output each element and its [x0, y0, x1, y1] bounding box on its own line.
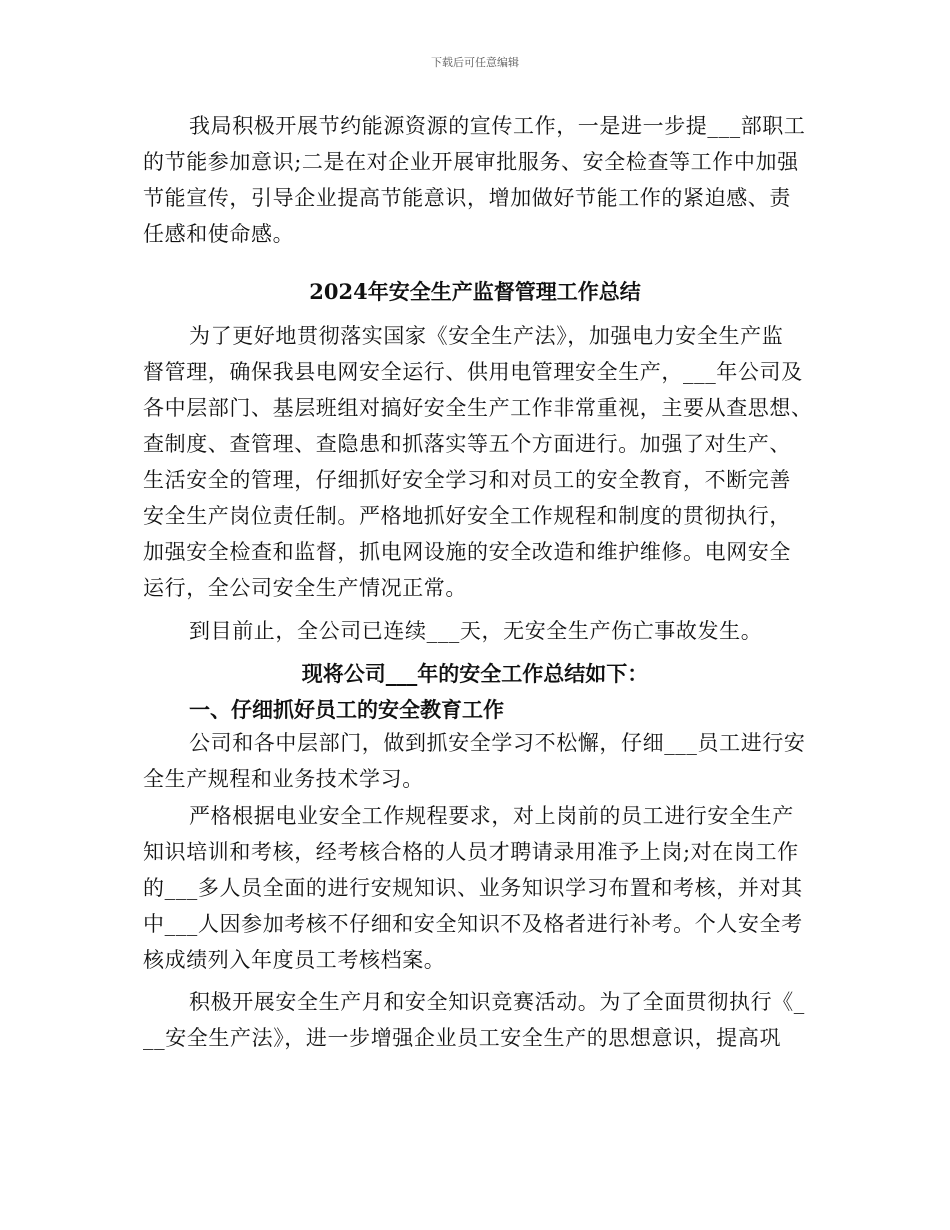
page-header: 下载后可任意编辑 [431, 56, 519, 69]
section-heading-1: 一、仔细抓好员工的安全教育工作 [189, 697, 504, 722]
paragraph-2-line-3: 各中层部门、基层班组对搞好安全生产工作非常重视，主要从查思想、 [143, 396, 813, 420]
paragraph-2-line-6: 安全生产岗位责任制。严格地抓好安全工作规程和制度的贯彻执行， [143, 504, 791, 528]
paragraph-5-line-2: 知识培训和考核，经考核合格的人员才聘请录用准予上岗;对在岗工作 [143, 840, 799, 864]
summary-subtitle: 现将公司___年的安全工作总结如下： [301, 661, 649, 686]
paragraph-6-line-2: __安全生产法》，进一步增强企业员工安全生产的思想意识，提高巩 [143, 1026, 782, 1050]
paragraph-5-line-4: 中___人因参加考核不仔细和安全知识不及格者进行补考。个人安全考 [143, 912, 803, 936]
paragraph-1-line-1: 我局积极开展节约能源资源的宣传工作，一是进一步提___部职工 [189, 114, 806, 138]
paragraph-2-line-7: 加强安全检查和监督，抓电网设施的安全改造和维护维修。电网安全 [143, 540, 791, 564]
paragraph-2-line-4: 查制度、查管理、查隐患和抓落实等五个方面进行。加强了对生产、 [143, 432, 791, 456]
paragraph-6-line-1: 积极开展安全生产月和安全知识竞赛活动。为了全面贯彻执行《_ [189, 990, 805, 1014]
paragraph-1-line-3: 节能宣传，引导企业提高节能意识，增加做好节能工作的紧迫感、责 [143, 186, 791, 210]
paragraph-4-line-2: 全生产规程和业务技术学习。 [143, 767, 424, 791]
paragraph-5-line-1: 严格根据电业安全工作规程要求，对上岗前的员工进行安全生产 [189, 804, 794, 828]
paragraph-2-line-2: 督管理，确保我县电网安全运行、供用电管理安全生产，___年公司及 [143, 360, 803, 384]
paragraph-5-line-5: 核成绩列入年度员工考核档案。 [143, 948, 446, 972]
paragraph-2-line-5: 生活安全的管理，仔细抓好安全学习和对员工的安全教育，不断完善 [143, 468, 791, 492]
paragraph-5-line-3: 的___多人员全面的进行安规知识、业务知识学习布置和考核，并对其 [143, 876, 803, 900]
paragraph-2-line-1: 为了更好地贯彻落实国家《安全生产法》，加强电力安全生产监 [189, 324, 784, 348]
paragraph-1-line-2: 的节能参加意识;二是在对企业开展审批服务、安全检查等工作中加强 [143, 150, 799, 174]
paragraph-4-line-1: 公司和各中层部门，做到抓安全学习不松懈，仔细___员工进行安 [189, 731, 806, 755]
paragraph-2-line-8: 运行，全公司安全生产情况正常。 [143, 576, 467, 600]
document-title: 2024年安全生产监督管理工作总结 [309, 279, 641, 304]
paragraph-1-line-4: 任感和使命感。 [143, 222, 295, 246]
paragraph-3: 到目前止，全公司已连续___天，无安全生产伤亡事故发生。 [189, 619, 763, 643]
